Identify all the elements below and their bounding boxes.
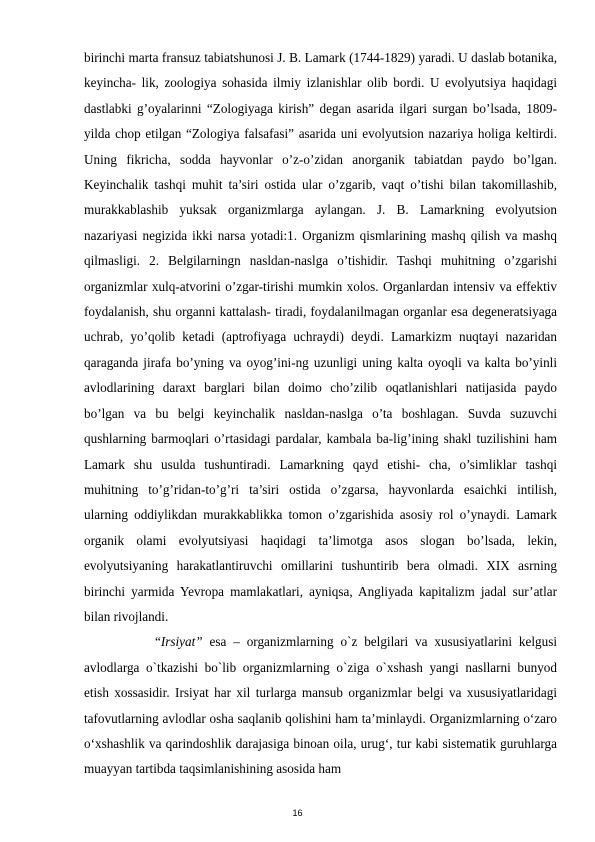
body-paragraph-irsiyat (84, 629, 557, 781)
page-number: 16 (292, 808, 303, 818)
document-page (84, 45, 557, 782)
body-paragraph-lamarck: birinchi marta fransuz tabiatshunosi J. B. Lamark (1744-1829) yaradi. U daslab botanika, keyincha- lik, zoologiya sohasida ilmiy izlanishlar olib bordi. U evolyutsiya haqidagi dastlabki g’oyalarinni “Zologiyaga kirish” degan asarida ilgari surgan bo’lsada, 1809-yilda chop etilgan “Zologiya falsafasi” asarida uni evolyutsion nazariya holiga keltirdi. Uning fikricha, sodda hayvonlar o’z-o’zidan anorganik tabiatdan paydo bo’lgan. Keyinchalik tashqi muhit ta’siri ostida ular o’zgarib, vaqt o’tishi bilan takomillashib, murakkablashib yuksak organizmlarga aylangan. J. B. Lamarkning evolyutsion nazariyasi negizida ikki narsa yotadi:1. Organizm qismlarining mashq qilish va mashq qilmasligi. 2. Belgilarningn nasldan-naslga o’tishidir. Tashqi muhitning o’zgarishi organizmlar xulq-atvorini o’zgar-tirishi mumkin xolos. Organlardan intensiv va effektiv foydalanish, shu organni kattalash- tiradi, foydalanilmagan organlar esa degeneratsiyaga uchrab, yo’qolib ketadi (aptrofiyaga uchraydi) deydi. Lamarkizm nuqtayi nazaridan qaraganda jirafa bo’yning va oyog’ini-ng uzunligi uning kalta oyoqli va kalta bo’yinli avlodlarining daraxt barglari bilan doimo cho’zilib oqatlanishlari natijasida paydo bo’lgan va bu belgi keyinchalik nasldan-naslga o’ta boshlagan. Suvda suzuvchi qushlarning barmoqlari o’rtasidagi pardalar, kambala ba-lig’ining shakl tuzilishini ham Lamark shu usulda tushuntiradi. Lamarkning qayd etishi- cha, o’simliklar tashqi muhitning to’g’ridan-to’g’ri ta’siri ostida o’zgarsa, hayvonlarda esaichki intilish, ularning oddiylikdan murakkablikka tomon o’zgarishida asosiy rol o’ynaydi. Lamark organik olami evolyutsiyasi haqidagi ta’limotga asos slogan bo’lsada, lekin, evolyutsiyaning harakatlantiruvchi omillarini tushuntirib bera olmadi. XIX asrning birinchi yarmida Yevropa mamlakatlari, ayniqsa, Angliyada kapitalizm jadal sur’atlar bilan rivojlandi. (84, 50, 557, 624)
open-quote: “ (155, 634, 161, 650)
paragraph-text: esa – organizmlarning o`z belgilari va xususiyatlarini kelgusi avlodlarga o`tkazishi bo`lib organizmlarning o`ziga o`xshash yangi nasllarni bunyod etish xossasidir. Irsiyat har xil turlarga mansub organizmlar belgi va xususiyatlaridagi tafovutlarning avlodlar osha saqlanib qolishini ham ta’minlaydi. Organizmlarning o‘zaro o‘xshashlik va qarindoshlik darajasiga binoan oila, urug‘, tur kabi sistematik guruhlarga muayyan tartibda taqsimlanishining asosida ham (84, 634, 557, 777)
term-irsiyat: Irsiyat” (160, 634, 203, 650)
